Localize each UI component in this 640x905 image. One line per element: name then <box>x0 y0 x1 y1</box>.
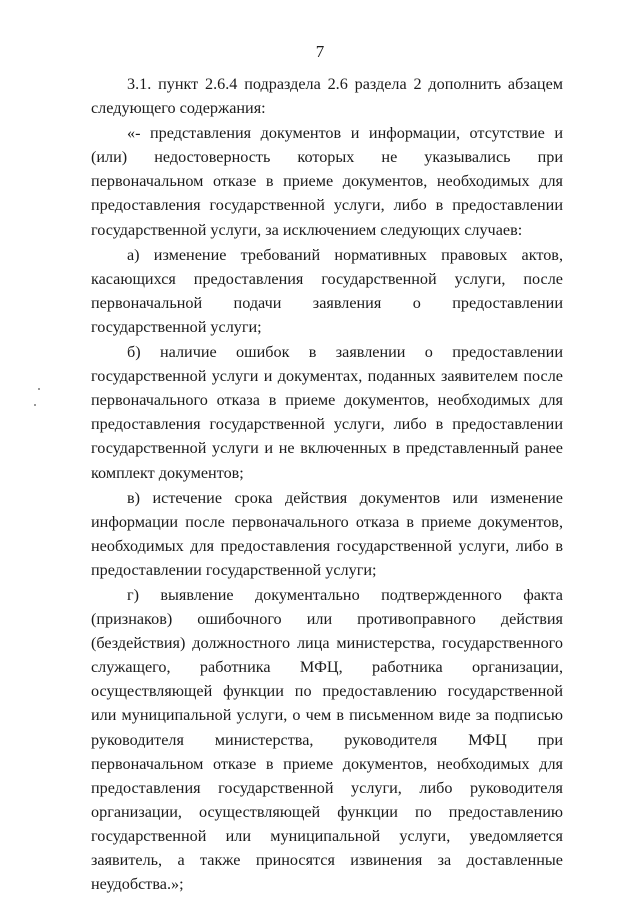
paragraph-main: «- представления документов и информации, отсутствие и (или) недостоверность которых не указывались при первоначальном отказе в приеме документов, необходимых для предоставления государственной услуги, либо в предоставлении государственной услуги, за исключением следующих случаев: <box>91 124 563 239</box>
scan-speck <box>38 388 40 390</box>
paragraph-item-g: г) выявление документально подтвержденного факта (признаков) ошибочного или противоправного действия (бездействия) должностного лица министерства, государственного служащего, работника МФЦ, работника организации, осуществляющей функции по предоставлению государственной или муниципальной услуги, о чем в письменном виде за подписью руководителя министерства, руководителя МФЦ при первоначальном отказе в приеме документов, необходимых для предоставления государственной услуги, либо руководителя организации, осуществляющей функции по предоставлению государственной или муниципальной услуги, уведомляется заявитель, а также приносятся извинения за доставленные неудобства.»; <box>91 585 563 894</box>
paragraph-intro: 3.1. пункт 2.6.4 подраздела 2.6 раздела 2 дополнить абзацем следующего содержания: <box>91 75 563 118</box>
paragraph-item-a: а) изменение требований нормативных правовых актов, касающихся предоставления государственной услуги, после первоначальной подачи заявления о предоставлении государственной услуги; <box>91 245 563 336</box>
document-body <box>91 72 563 897</box>
scan-speck <box>34 404 36 406</box>
paragraph-item-v: в) истечение срока действия документов или изменение информации после первоначального отказа в приеме документов, необходимых для предоставления государственной услуги, либо в предоставлении государственной услуги; <box>91 488 563 579</box>
page-number: 7 <box>315 42 325 61</box>
paragraph-item-b: б) наличие ошибок в заявлении о предоставлении государственной услуги и документах, поданных заявителем после первоначального отказа в приеме документов, необходимых для предоставления государственной услуги, либо в предоставлении государственной услуги и не включенных в представленный ранее комплект документов; <box>91 343 563 482</box>
